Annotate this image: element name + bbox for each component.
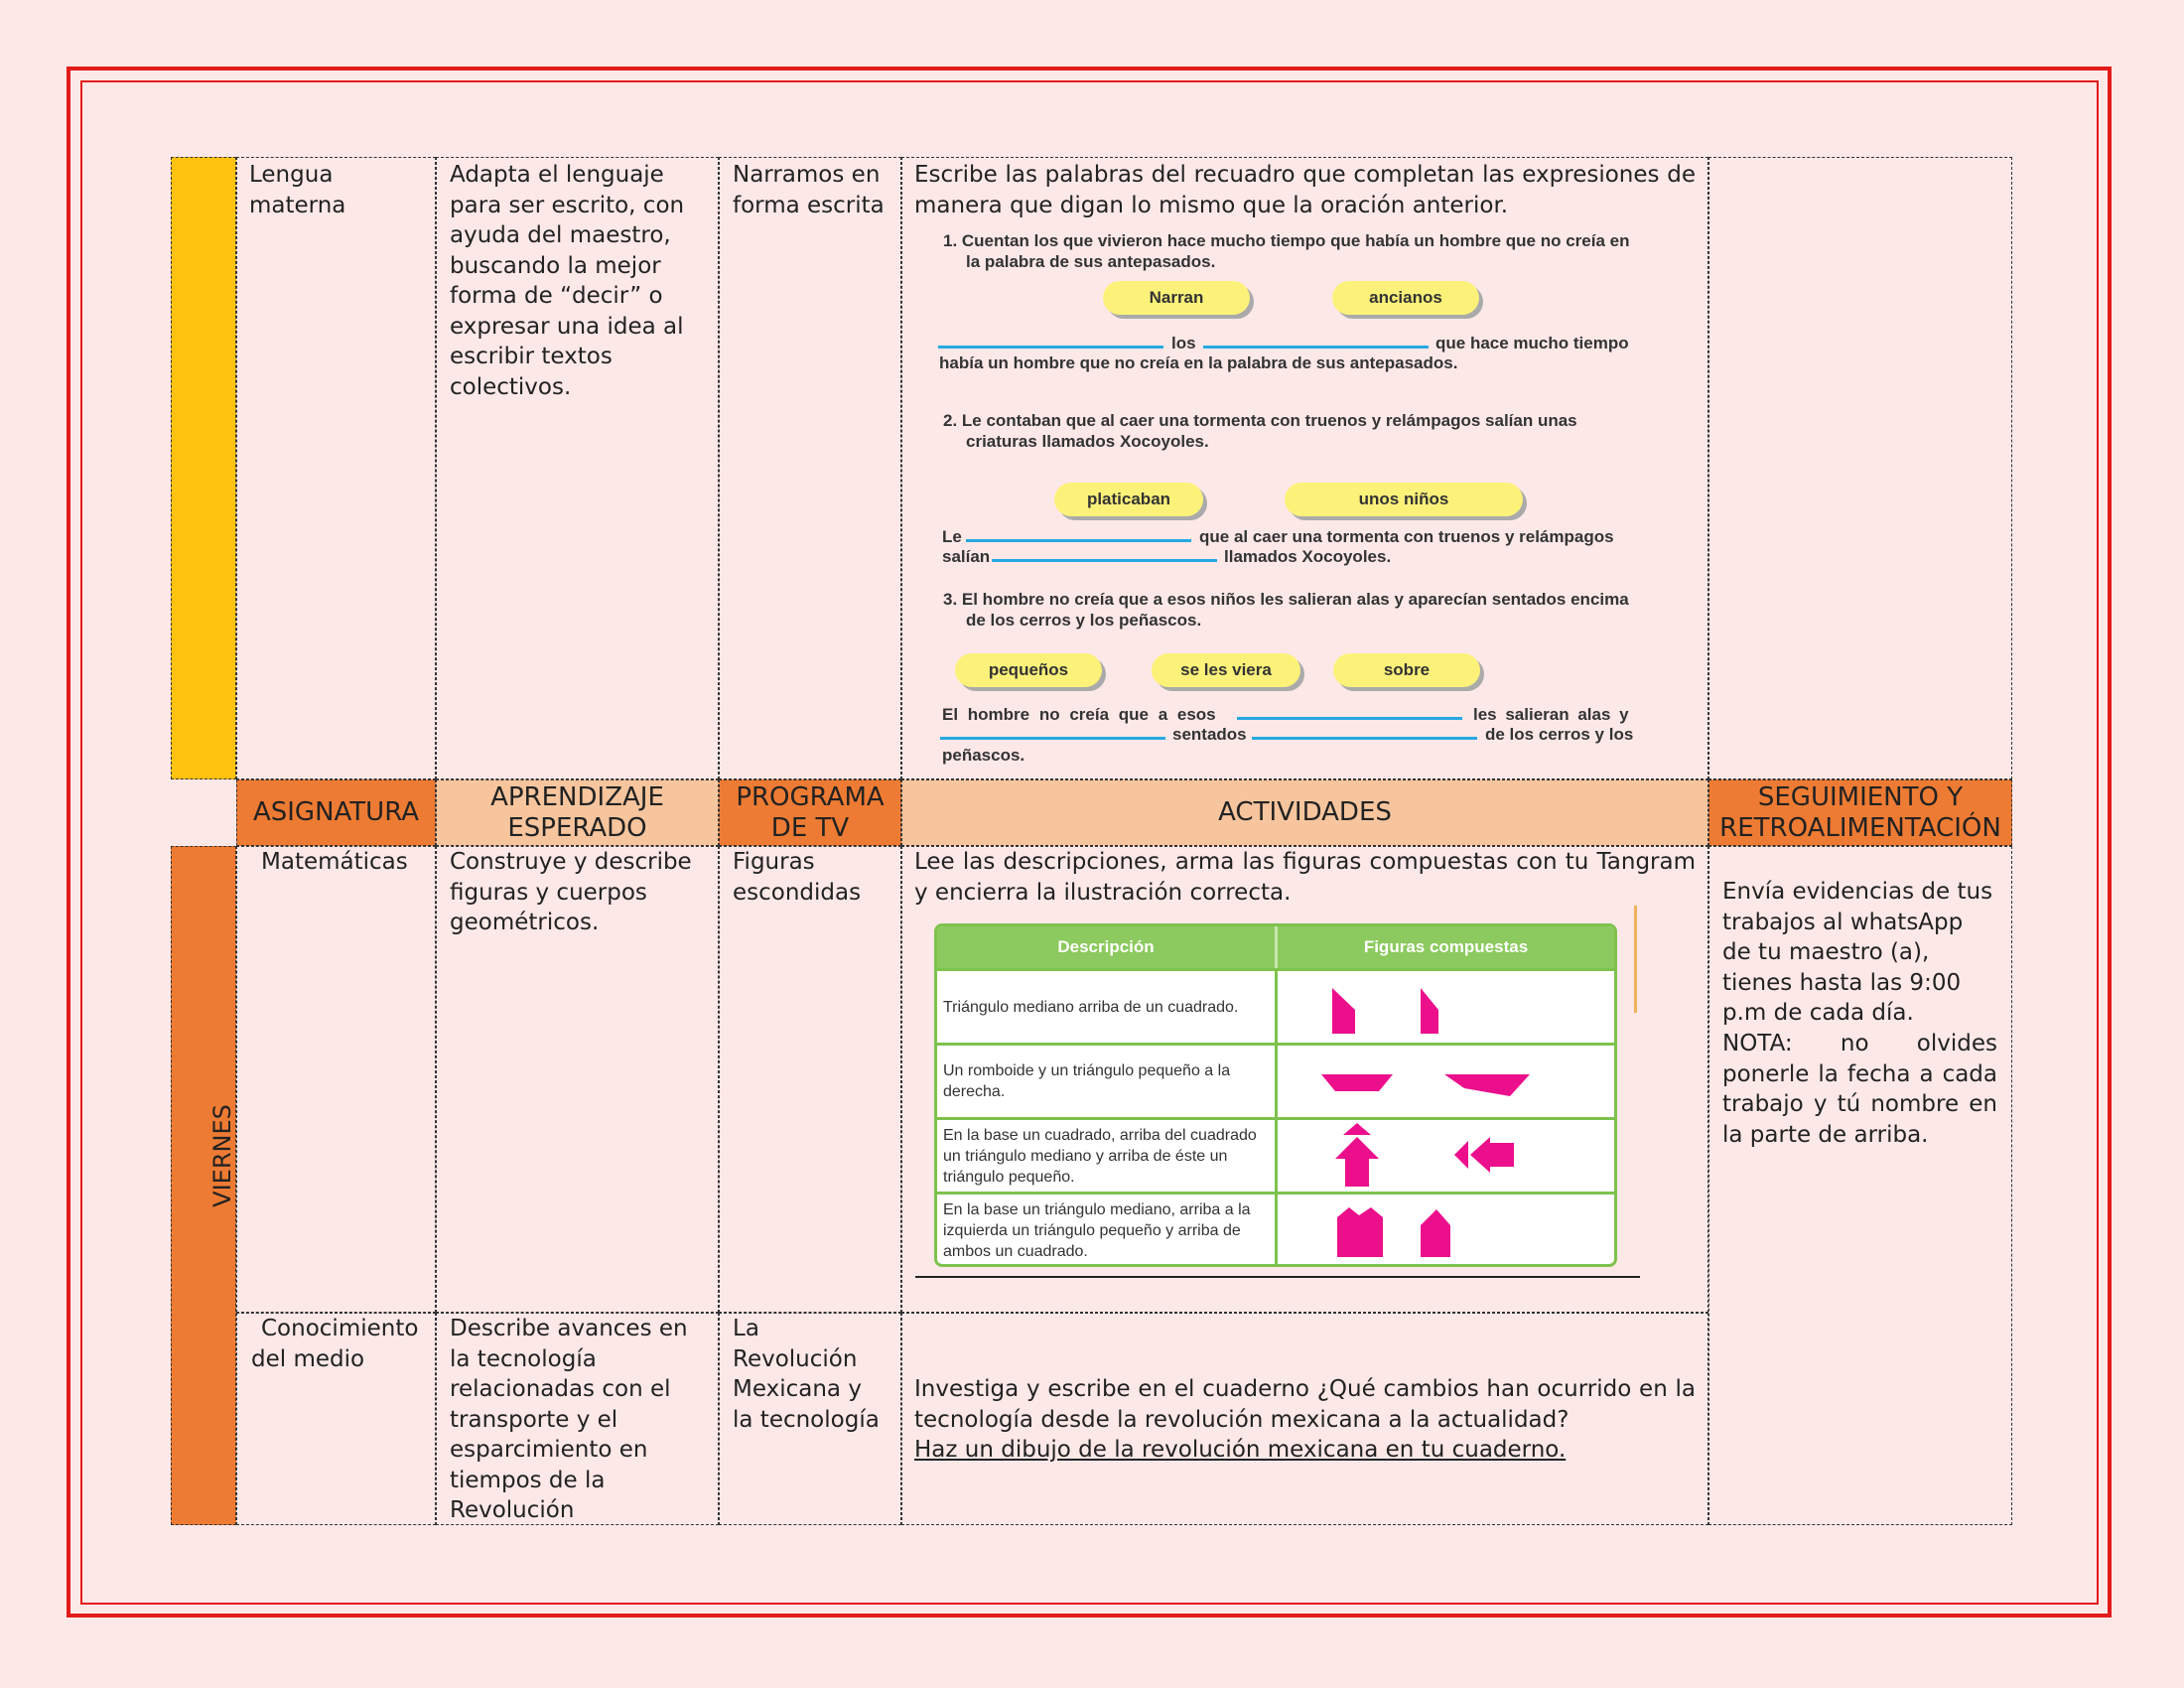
table-cell-figs [1278, 1120, 1614, 1192]
ex2-text-b: criaturas llamados Xocoyoles. [966, 432, 1209, 451]
ex3-pill-pequenos: pequeños [955, 653, 1102, 687]
tangram-shape [1421, 1209, 1450, 1257]
ex2-blank-1 [966, 539, 1191, 542]
ex2-pill-unos-ninos: unos niños [1285, 483, 1523, 516]
actividad-mate-text: Lee las descripciones, arma las figuras compuestas con tu Tangram y encierra la ilustración correcta. [914, 849, 1696, 906]
ex1-pill-narran: Narran [1103, 281, 1250, 315]
ex2-text-a: 2. Le contaban que al caer una tormenta con truenos y relámpagos salían unas [943, 411, 1577, 430]
table-row [937, 968, 1614, 1043]
tangram-shape [1421, 988, 1438, 1034]
tangram-table-header [937, 926, 1614, 968]
cell-aprendizaje-lengua: Adapta el lenguaje para ser escrito, con ayuda del maestro, buscando la mejor forma de “decir” o expresar una idea al escribir textos colectivos. [436, 157, 719, 779]
cell-asignatura-conocimiento: Conocimiento del medio [236, 1313, 436, 1525]
tangram-shape [1345, 1159, 1369, 1187]
ex3-fill-a: El hombre no creía que a esos [942, 705, 1216, 724]
ex2-blank-2 [992, 559, 1217, 562]
tangram-shape [1335, 1137, 1379, 1159]
ex1-pill-ancianos: ancianos [1332, 281, 1479, 315]
ex3-blank-3 [1252, 737, 1477, 740]
ex3-blank-2 [940, 737, 1165, 740]
cell-actividad-conocimiento [901, 1313, 1708, 1525]
ex1-fill-c: había un hombre que no creía en la palabra de sus antepasados. [939, 353, 1458, 372]
ex3-pill-se-les-viera: se les viera [1152, 653, 1300, 687]
actividad-conocimiento-link: Haz un dibujo de la revolución mexicana en tu cuaderno. [914, 1437, 1567, 1463]
ex1-fill-a: los [1171, 334, 1196, 352]
table-cell-figs [1278, 971, 1614, 1043]
cell-seguimiento-lengua [1708, 157, 2012, 779]
tangram-shape [1332, 988, 1355, 1034]
ex2-fill-b: que al caer una tormenta con truenos y relámpagos [1199, 527, 1614, 546]
cell-seguimiento [1708, 846, 2012, 1525]
cell-aprendizaje-conocimiento: Describe avances en la tecnología relacionadas con el transporte y el esparcimiento en tiempos de la Revolución [436, 1313, 719, 1525]
ex3-fill-b: les salieran alas y [1473, 705, 1629, 724]
ex3-text-b: de los cerros y los peñascos. [966, 611, 1202, 630]
table-cell-figs [1278, 1046, 1614, 1117]
ex3-text-a: 3. El hombre no creía que a esos niños les salieran alas y aparecían sentados encima [943, 590, 1629, 609]
ex1-blank-2 [1203, 346, 1429, 349]
cell-asignatura-mate: Matemáticas [236, 846, 436, 1313]
cell-programa-mate: Figuras escondidas [719, 846, 901, 1313]
cell-programa-conocimiento: La Revolución Mexicana y la tecnología [719, 1313, 901, 1525]
ex2-fill-a: Le [942, 527, 962, 546]
ex1-blank-1 [938, 346, 1163, 349]
tangram-shapes-1 [1288, 972, 1605, 1042]
table-row [937, 1117, 1614, 1192]
table-row [937, 1043, 1614, 1117]
ex1-fill-b: que hace mucho tiempo [1435, 334, 1629, 352]
actividad-intro: Escribe las palabras del recuadro que completan las expresiones de manera que digan lo mismo que la oración anterior. [914, 162, 1696, 218]
tangram-shape [1337, 1207, 1383, 1257]
ex3-fill-c: sentados [1172, 725, 1247, 744]
seguimiento-text-1: Envía evidencias de tus trabajos al whatsApp de tu maestro (a), tienes hasta las 9:00 p.m de cada día. [1722, 879, 1993, 1026]
header-actividades: ACTIVIDADES [901, 779, 1708, 846]
table-edge-accent [1634, 906, 1637, 1013]
tangram-shape [1454, 1141, 1468, 1169]
tangram-shapes-2 [1288, 1047, 1605, 1116]
ex2-fill-c: salían [942, 547, 991, 566]
ex2-fill-d: llamados Xocoyoles. [1224, 547, 1392, 566]
header-programa: PROGRAMA DE TV [719, 779, 901, 846]
ex1-text-a: 1. Cuentan los que vivieron hace mucho tiempo que había un hombre que no creía en [943, 231, 1630, 250]
tangram-shapes-4 [1288, 1196, 1605, 1265]
tangram-header-fig: Figuras compuestas [1363, 937, 1529, 956]
table-cell-desc: En la base un triángulo mediano, arriba a la izquierda un triángulo pequeño y arriba de ambos un cuadrado. [937, 1195, 1278, 1266]
ex3-fill-e: peñascos. [942, 746, 1025, 765]
ex3-fill-d: de los cerros y los [1485, 725, 1634, 744]
ex3-pill-sobre: sobre [1333, 653, 1480, 687]
ex2-pill-platicaban: platicaban [1054, 483, 1203, 516]
cell-asignatura-lengua: Lengua materna [236, 157, 436, 779]
header-seguimiento: SEGUIMIENTO Y RETROALIMENTACIÓN [1708, 779, 2012, 846]
tangram-shape [1321, 1074, 1393, 1091]
table-row [937, 1192, 1614, 1266]
ex3-blank-1 [1237, 717, 1462, 720]
header-aprendizaje: APRENDIZAJE ESPERADO [436, 779, 719, 846]
table-cell-desc: En la base un cuadrado, arriba del cuadrado un triángulo mediano y arriba de éste un triángulo pequeño. [937, 1120, 1278, 1192]
table-cell-desc: Triángulo mediano arriba de un cuadrado. [937, 971, 1278, 1043]
actividad-conocimiento-text: Investiga y escribe en el cuaderno ¿Qué cambios han ocurrido en la tecnología desde la revolución mexicana a la actualidad? [914, 1376, 1696, 1433]
table-cell-desc: Un romboide y un triángulo pequeño a la derecha. [937, 1046, 1278, 1117]
header-asignatura: ASIGNATURA [236, 779, 436, 846]
ex1-text-b: la palabra de sus antepasados. [966, 252, 1216, 271]
table-underline [915, 1276, 1640, 1278]
tangram-header-desc: Descripción [937, 926, 1278, 968]
cell-programa-lengua: Narramos en forma escrita [719, 157, 901, 779]
cell-aprendizaje-mate: Construye y describe figuras y cuerpos geométricos. [436, 846, 719, 1313]
tangram-shape [1343, 1123, 1371, 1135]
table-cell-figs [1278, 1195, 1614, 1266]
tangram-shapes-3 [1288, 1121, 1605, 1191]
seguimiento-text-2: NOTA: no olvides ponerle la fecha a cada trabajo y tú nombre en la parte de arriba. [1722, 1031, 1997, 1148]
day-label: VIERNES [207, 1104, 236, 1207]
tangram-shape [1490, 1143, 1514, 1167]
tangram-table [934, 923, 1617, 1267]
tangram-shape [1470, 1137, 1490, 1173]
day-stripe-top [171, 157, 236, 779]
tangram-shape [1444, 1074, 1530, 1096]
